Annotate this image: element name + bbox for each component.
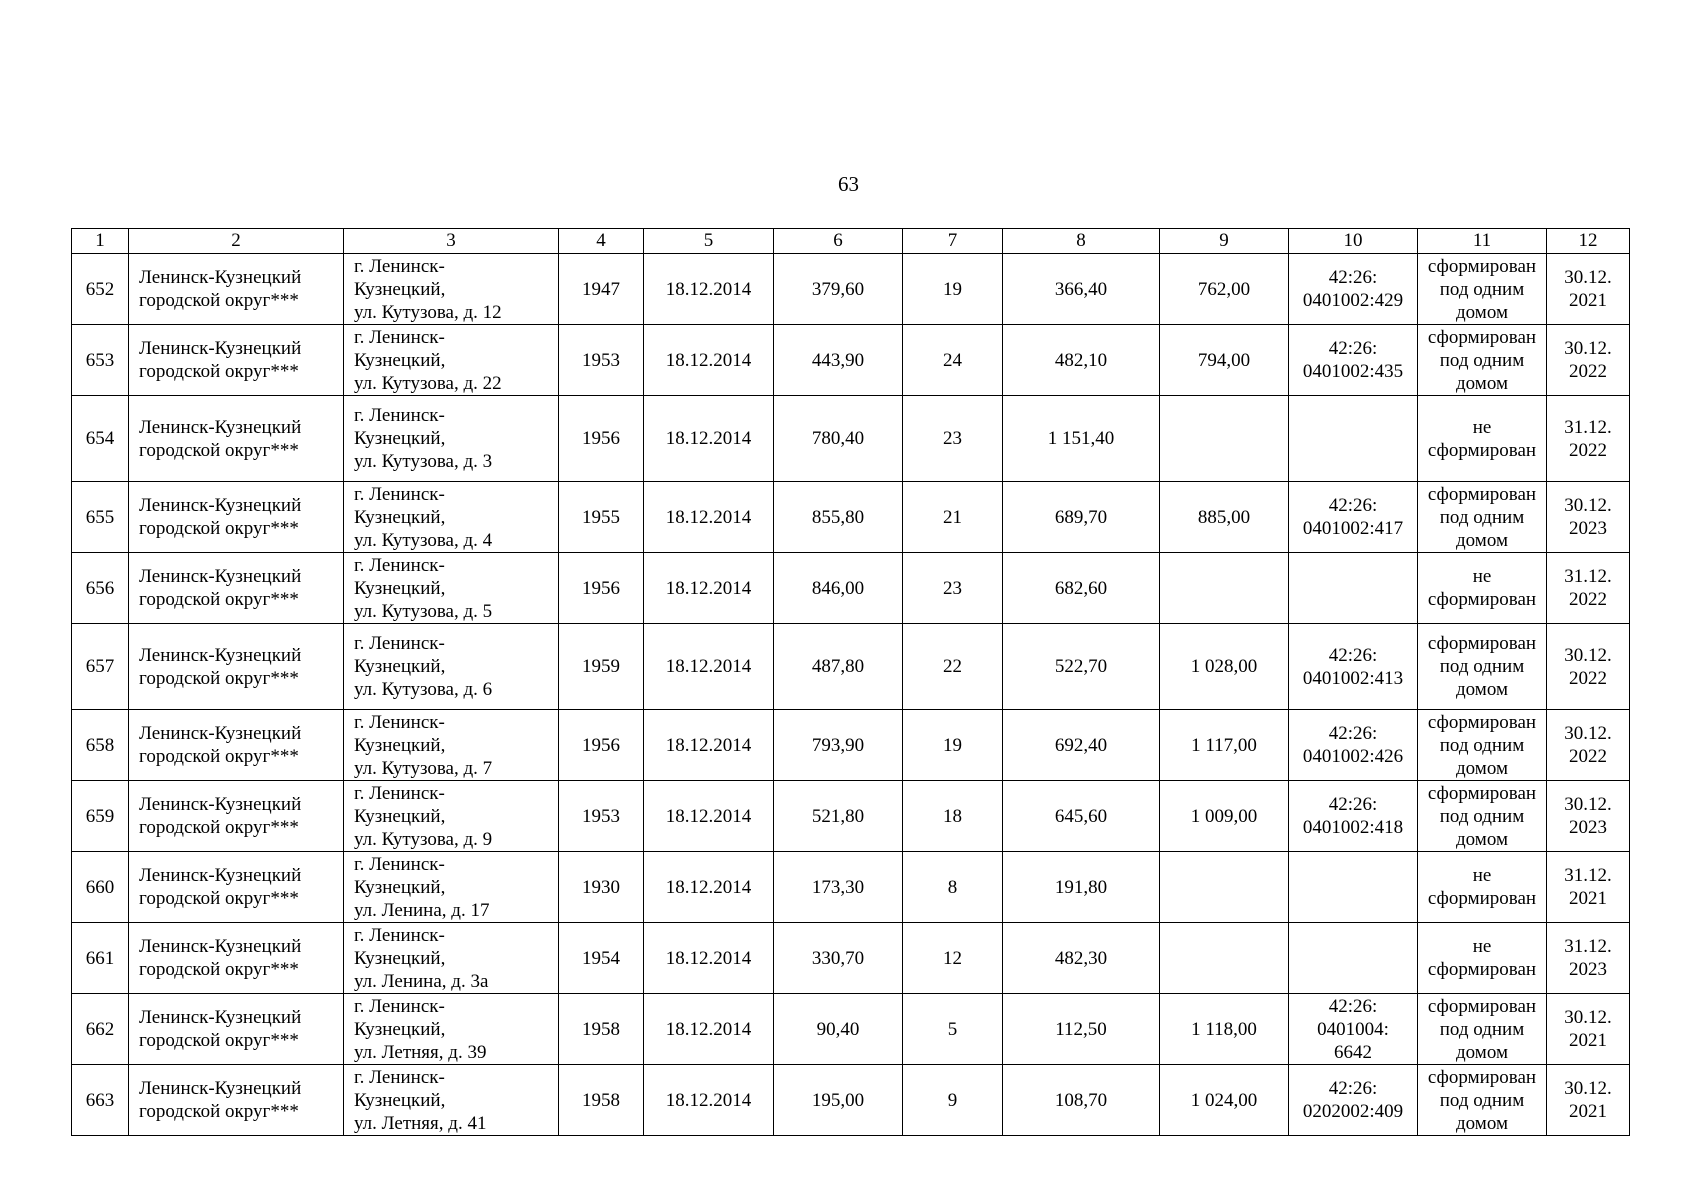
area-2-cell: 112,50: [1003, 994, 1160, 1065]
area-cell: 90,40: [774, 994, 903, 1065]
municipality-cell: Ленинск-Кузнецкий городской округ***: [129, 254, 344, 325]
deadline-cell: 30.12. 2021: [1547, 994, 1630, 1065]
area-2-cell: 522,70: [1003, 624, 1160, 710]
residents-cell: 23: [903, 396, 1003, 482]
land-status-cell: сформирован под одним домом: [1418, 781, 1547, 852]
area-cell: 379,60: [774, 254, 903, 325]
column-header: 5: [644, 229, 774, 254]
residents-cell: 8: [903, 852, 1003, 923]
deadline-cell: 31.12. 2022: [1547, 396, 1630, 482]
deadline-cell: 30.12. 2023: [1547, 482, 1630, 553]
recognition-date-cell: 18.12.2014: [644, 710, 774, 781]
address-cell: г. Ленинск- Кузнецкий, ул. Кутузова, д. 5: [344, 553, 559, 624]
column-header: 9: [1160, 229, 1289, 254]
recognition-date-cell: 18.12.2014: [644, 923, 774, 994]
year-built-cell: 1956: [559, 553, 644, 624]
land-status-cell: не сформирован: [1418, 923, 1547, 994]
row-number-cell: 657: [72, 624, 129, 710]
deadline-cell: 30.12. 2023: [1547, 781, 1630, 852]
municipality-cell: Ленинск-Кузнецкий городской округ***: [129, 553, 344, 624]
cadastral-number-cell: 42:26: 0401002:413: [1289, 624, 1418, 710]
cadastral-number-cell: 42:26: 0202002:409: [1289, 1065, 1418, 1136]
table-row: [72, 482, 1630, 553]
row-number-cell: 656: [72, 553, 129, 624]
land-area-cell: [1160, 553, 1289, 624]
municipality-cell: Ленинск-Кузнецкий городской округ***: [129, 923, 344, 994]
cadastral-number-cell: [1289, 553, 1418, 624]
cadastral-number-cell: 42:26: 0401002:435: [1289, 325, 1418, 396]
area-2-cell: 366,40: [1003, 254, 1160, 325]
residents-cell: 12: [903, 923, 1003, 994]
cadastral-number-cell: 42:26: 0401002:417: [1289, 482, 1418, 553]
recognition-date-cell: 18.12.2014: [644, 482, 774, 553]
row-number-cell: 661: [72, 923, 129, 994]
address-cell: г. Ленинск- Кузнецкий, ул. Кутузова, д. 7: [344, 710, 559, 781]
land-status-cell: сформирован под одним домом: [1418, 482, 1547, 553]
deadline-cell: 30.12. 2021: [1547, 254, 1630, 325]
address-cell: г. Ленинск- Кузнецкий, ул. Летняя, д. 41: [344, 1065, 559, 1136]
column-header: 11: [1418, 229, 1547, 254]
row-number-cell: 662: [72, 994, 129, 1065]
row-number-cell: 653: [72, 325, 129, 396]
table-row: [72, 624, 1630, 710]
cadastral-number-cell: [1289, 852, 1418, 923]
cadastral-number-cell: 42:26: 0401004: 6642: [1289, 994, 1418, 1065]
land-status-cell: сформирован под одним домом: [1418, 624, 1547, 710]
municipality-cell: Ленинск-Кузнецкий городской округ***: [129, 482, 344, 553]
land-status-cell: сформирован под одним домом: [1418, 325, 1547, 396]
municipality-cell: Ленинск-Кузнецкий городской округ***: [129, 396, 344, 482]
cadastral-number-cell: [1289, 396, 1418, 482]
area-cell: 793,90: [774, 710, 903, 781]
land-area-cell: [1160, 396, 1289, 482]
land-status-cell: не сформирован: [1418, 852, 1547, 923]
land-area-cell: 794,00: [1160, 325, 1289, 396]
residents-cell: 19: [903, 254, 1003, 325]
cadastral-number-cell: 42:26: 0401002:429: [1289, 254, 1418, 325]
address-cell: г. Ленинск- Кузнецкий, ул. Ленина, д. 3а: [344, 923, 559, 994]
table-row: [72, 1065, 1630, 1136]
municipality-cell: Ленинск-Кузнецкий городской округ***: [129, 994, 344, 1065]
year-built-cell: 1956: [559, 710, 644, 781]
page-number: 63: [838, 172, 859, 196]
table-row: [72, 710, 1630, 781]
column-header: 1: [72, 229, 129, 254]
land-area-cell: 885,00: [1160, 482, 1289, 553]
row-number-cell: 654: [72, 396, 129, 482]
land-area-cell: 762,00: [1160, 254, 1289, 325]
housing-register-table: [71, 228, 1630, 1136]
year-built-cell: 1954: [559, 923, 644, 994]
recognition-date-cell: 18.12.2014: [644, 994, 774, 1065]
year-built-cell: 1956: [559, 396, 644, 482]
land-status-cell: сформирован под одним домом: [1418, 710, 1547, 781]
address-cell: г. Ленинск- Кузнецкий, ул. Кутузова, д. 9: [344, 781, 559, 852]
deadline-cell: 30.12. 2021: [1547, 1065, 1630, 1136]
address-cell: г. Ленинск- Кузнецкий, ул. Ленина, д. 17: [344, 852, 559, 923]
land-area-cell: 1 024,00: [1160, 1065, 1289, 1136]
area-cell: 855,80: [774, 482, 903, 553]
column-header: 10: [1289, 229, 1418, 254]
table-row: [72, 781, 1630, 852]
table-body: [72, 254, 1630, 1136]
address-cell: г. Ленинск- Кузнецкий, ул. Летняя, д. 39: [344, 994, 559, 1065]
area-2-cell: 689,70: [1003, 482, 1160, 553]
address-cell: г. Ленинск- Кузнецкий, ул. Кутузова, д. 3: [344, 396, 559, 482]
area-cell: 173,30: [774, 852, 903, 923]
address-cell: г. Ленинск- Кузнецкий, ул. Кутузова, д. 6: [344, 624, 559, 710]
year-built-cell: 1955: [559, 482, 644, 553]
column-header: 3: [344, 229, 559, 254]
area-2-cell: 692,40: [1003, 710, 1160, 781]
column-header: 8: [1003, 229, 1160, 254]
municipality-cell: Ленинск-Кузнецкий городской округ***: [129, 710, 344, 781]
cadastral-number-cell: 42:26: 0401002:426: [1289, 710, 1418, 781]
land-status-cell: сформирован под одним домом: [1418, 1065, 1547, 1136]
municipality-cell: Ленинск-Кузнецкий городской округ***: [129, 325, 344, 396]
land-area-cell: 1 009,00: [1160, 781, 1289, 852]
area-cell: 846,00: [774, 553, 903, 624]
land-area-cell: 1 118,00: [1160, 994, 1289, 1065]
area-2-cell: 482,10: [1003, 325, 1160, 396]
municipality-cell: Ленинск-Кузнецкий городской округ***: [129, 1065, 344, 1136]
area-2-cell: 682,60: [1003, 553, 1160, 624]
row-number-cell: 659: [72, 781, 129, 852]
recognition-date-cell: 18.12.2014: [644, 254, 774, 325]
column-header: 4: [559, 229, 644, 254]
residents-cell: 5: [903, 994, 1003, 1065]
residents-cell: 23: [903, 553, 1003, 624]
row-number-cell: 660: [72, 852, 129, 923]
year-built-cell: 1947: [559, 254, 644, 325]
deadline-cell: 31.12. 2021: [1547, 852, 1630, 923]
recognition-date-cell: 18.12.2014: [644, 1065, 774, 1136]
address-cell: г. Ленинск- Кузнецкий, ул. Кутузова, д. 12: [344, 254, 559, 325]
residents-cell: 21: [903, 482, 1003, 553]
cadastral-number-cell: 42:26: 0401002:418: [1289, 781, 1418, 852]
municipality-cell: Ленинск-Кузнецкий городской округ***: [129, 781, 344, 852]
column-number-row: [72, 229, 1630, 254]
residents-cell: 22: [903, 624, 1003, 710]
land-status-cell: не сформирован: [1418, 553, 1547, 624]
residents-cell: 24: [903, 325, 1003, 396]
recognition-date-cell: 18.12.2014: [644, 852, 774, 923]
recognition-date-cell: 18.12.2014: [644, 325, 774, 396]
land-status-cell: сформирован под одним домом: [1418, 994, 1547, 1065]
land-area-cell: [1160, 923, 1289, 994]
year-built-cell: 1958: [559, 994, 644, 1065]
area-2-cell: 1 151,40: [1003, 396, 1160, 482]
year-built-cell: 1953: [559, 781, 644, 852]
table-row: [72, 994, 1630, 1065]
row-number-cell: 652: [72, 254, 129, 325]
row-number-cell: 663: [72, 1065, 129, 1136]
row-number-cell: 655: [72, 482, 129, 553]
table-row: [72, 852, 1630, 923]
year-built-cell: 1953: [559, 325, 644, 396]
table-row: [72, 923, 1630, 994]
cadastral-number-cell: [1289, 923, 1418, 994]
residents-cell: 9: [903, 1065, 1003, 1136]
column-header: 7: [903, 229, 1003, 254]
address-cell: г. Ленинск- Кузнецкий, ул. Кутузова, д. 4: [344, 482, 559, 553]
table-row: [72, 553, 1630, 624]
municipality-cell: Ленинск-Кузнецкий городской округ***: [129, 624, 344, 710]
address-cell: г. Ленинск- Кузнецкий, ул. Кутузова, д. 22: [344, 325, 559, 396]
residents-cell: 19: [903, 710, 1003, 781]
area-cell: 443,90: [774, 325, 903, 396]
column-header: 6: [774, 229, 903, 254]
deadline-cell: 31.12. 2023: [1547, 923, 1630, 994]
land-status-cell: сформирован под одним домом: [1418, 254, 1547, 325]
year-built-cell: 1930: [559, 852, 644, 923]
deadline-cell: 30.12. 2022: [1547, 624, 1630, 710]
area-cell: 195,00: [774, 1065, 903, 1136]
area-2-cell: 108,70: [1003, 1065, 1160, 1136]
residents-cell: 18: [903, 781, 1003, 852]
deadline-cell: 30.12. 2022: [1547, 710, 1630, 781]
recognition-date-cell: 18.12.2014: [644, 624, 774, 710]
area-cell: 780,40: [774, 396, 903, 482]
table-row: [72, 396, 1630, 482]
area-2-cell: 482,30: [1003, 923, 1160, 994]
land-status-cell: не сформирован: [1418, 396, 1547, 482]
table-row: [72, 254, 1630, 325]
land-area-cell: 1 028,00: [1160, 624, 1289, 710]
year-built-cell: 1959: [559, 624, 644, 710]
year-built-cell: 1958: [559, 1065, 644, 1136]
recognition-date-cell: 18.12.2014: [644, 553, 774, 624]
recognition-date-cell: 18.12.2014: [644, 781, 774, 852]
deadline-cell: 30.12. 2022: [1547, 325, 1630, 396]
table-row: [72, 325, 1630, 396]
municipality-cell: Ленинск-Кузнецкий городской округ***: [129, 852, 344, 923]
land-area-cell: [1160, 852, 1289, 923]
area-cell: 330,70: [774, 923, 903, 994]
area-2-cell: 645,60: [1003, 781, 1160, 852]
area-cell: 521,80: [774, 781, 903, 852]
area-2-cell: 191,80: [1003, 852, 1160, 923]
row-number-cell: 658: [72, 710, 129, 781]
land-area-cell: 1 117,00: [1160, 710, 1289, 781]
area-cell: 487,80: [774, 624, 903, 710]
recognition-date-cell: 18.12.2014: [644, 396, 774, 482]
column-header: 2: [129, 229, 344, 254]
deadline-cell: 31.12. 2022: [1547, 553, 1630, 624]
column-header: 12: [1547, 229, 1630, 254]
